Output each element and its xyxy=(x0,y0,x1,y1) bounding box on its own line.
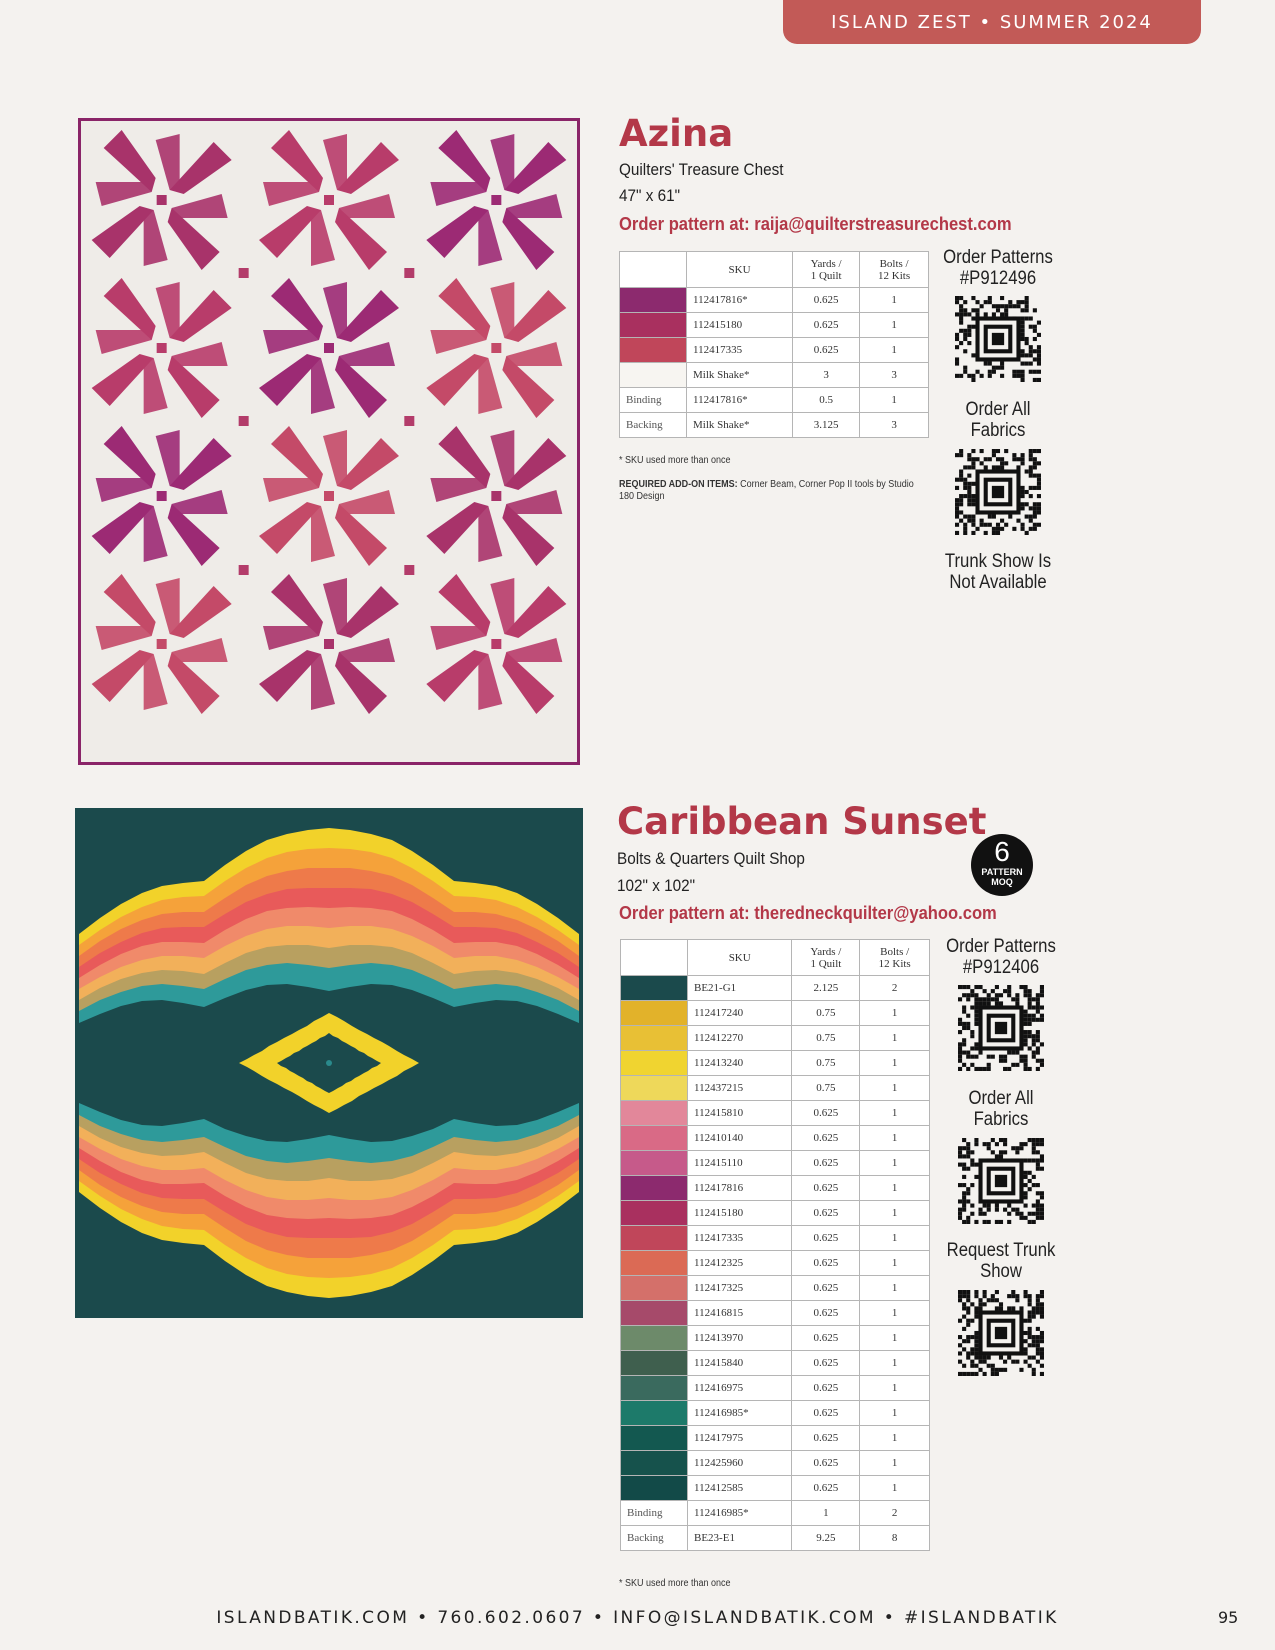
fabric-swatch xyxy=(621,1176,688,1201)
cs-request-trunk-label: Request Trunk Show xyxy=(946,1240,1056,1282)
azina-footnote: * SKU used more than once xyxy=(619,455,731,466)
fabric-row xyxy=(621,1276,930,1301)
fabric-swatch xyxy=(621,1251,688,1276)
yards-cell: 0.75 xyxy=(792,1076,860,1101)
fabric-row xyxy=(621,1326,930,1351)
fabric-swatch xyxy=(621,1476,688,1501)
fabric-row xyxy=(621,1376,930,1401)
bolts-cell: 1 xyxy=(860,1351,930,1376)
caribbean-sunset-order-link[interactable]: Order pattern at: theredneckquilter@yahoo.com xyxy=(619,903,997,923)
sku-cell: 112416975 xyxy=(688,1376,792,1401)
fabric-swatch xyxy=(621,1076,688,1101)
cs-order-patterns-qr-icon[interactable] xyxy=(958,985,1044,1071)
caribbean-sunset-title: Caribbean Sunset xyxy=(617,800,987,843)
moq-label: PATTERN MOQ xyxy=(981,867,1023,887)
fabric-row xyxy=(620,288,929,313)
yards-cell: 0.625 xyxy=(792,1451,860,1476)
yards-cell: 9.25 xyxy=(792,1526,860,1551)
bolts-cell: 1 xyxy=(860,388,929,413)
bolts-cell: 1 xyxy=(860,1451,930,1476)
bolts-cell: 1 xyxy=(860,1426,930,1451)
issue-label: ISLAND ZEST • SUMMER 2024 xyxy=(831,11,1153,33)
yards-cell: 0.625 xyxy=(792,1476,860,1501)
fabric-row xyxy=(621,1226,930,1251)
bolts-cell: 1 xyxy=(860,1101,930,1126)
cs-order-patterns-label: Order Patterns #P912406 xyxy=(946,936,1056,978)
fabric-row xyxy=(621,1176,930,1201)
bolts-cell: 1 xyxy=(860,1001,930,1026)
fabric-swatch xyxy=(621,1301,688,1326)
fabric-swatch xyxy=(621,1401,688,1426)
caribbean-sunset-quilt-graphic xyxy=(75,808,583,1318)
bolts-cell: 1 xyxy=(860,1026,930,1051)
caribbean-sunset-size: 102" x 102" xyxy=(617,876,696,895)
fabric-swatch xyxy=(620,363,687,388)
fabric-row xyxy=(621,1351,930,1376)
sku-cell: 112416815 xyxy=(688,1301,792,1326)
azina-size: 47" x 61" xyxy=(619,186,681,205)
yards-cell: 0.625 xyxy=(792,1251,860,1276)
bolts-column-header: Bolts / 12 Kits xyxy=(860,252,929,288)
fabric-row xyxy=(621,1426,930,1451)
fabric-swatch xyxy=(621,1001,688,1026)
addon-label: REQUIRED ADD-ON ITEMS: xyxy=(619,479,738,490)
azina-trunk-show-label: Trunk Show Is Not Available xyxy=(944,551,1052,593)
fabric-swatch xyxy=(621,1376,688,1401)
yards-cell: 0.625 xyxy=(793,288,860,313)
fabric-swatch xyxy=(621,1026,688,1051)
sku-cell: 112410140 xyxy=(688,1126,792,1151)
fabric-row xyxy=(621,1251,930,1276)
bolts-cell: 1 xyxy=(860,1401,930,1426)
row-label: Backing xyxy=(620,413,687,438)
fabric-swatch xyxy=(620,338,687,363)
bolts-cell: 1 xyxy=(860,338,929,363)
yards-cell: 2.125 xyxy=(792,976,860,1001)
cs-order-fabrics-qr-icon[interactable] xyxy=(958,1138,1044,1224)
sku-cell: BE23-E1 xyxy=(688,1526,792,1551)
yards-cell: 0.625 xyxy=(792,1226,860,1251)
fabric-swatch xyxy=(621,1276,688,1301)
fabric-swatch xyxy=(620,313,687,338)
yards-column-header: Yards / 1 Quilt xyxy=(792,940,860,976)
yards-cell: 1 xyxy=(792,1501,860,1526)
fabric-row xyxy=(621,976,930,1001)
fabric-row xyxy=(621,1201,930,1226)
fabric-swatch xyxy=(621,1326,688,1351)
fabric-row xyxy=(621,1026,930,1051)
azina-designer: Quilters' Treasure Chest xyxy=(619,160,784,179)
yards-cell: 0.625 xyxy=(792,1351,860,1376)
bolts-cell: 3 xyxy=(860,363,929,388)
yards-cell: 0.75 xyxy=(792,1026,860,1051)
bolts-cell: 1 xyxy=(860,1301,930,1326)
azina-fabric-rows xyxy=(620,288,929,438)
fabric-row xyxy=(621,1501,930,1526)
sku-cell: 112412325 xyxy=(688,1251,792,1276)
yards-cell: 0.625 xyxy=(792,1426,860,1451)
sku-cell: 112417816* xyxy=(687,388,793,413)
addon-text: Corner Beam, Corner Pop II tools by Studio 180 Design xyxy=(619,479,914,502)
fabric-row xyxy=(621,1301,930,1326)
fabric-row xyxy=(621,1526,930,1551)
moq-number: 6 xyxy=(994,836,1010,867)
sku-cell: 112413240 xyxy=(688,1051,792,1076)
page-number: 95 xyxy=(1218,1608,1239,1627)
fabric-swatch xyxy=(621,1351,688,1376)
sku-cell: 112413970 xyxy=(688,1326,792,1351)
sku-cell: Milk Shake* xyxy=(687,363,793,388)
cs-request-trunk-qr-icon[interactable] xyxy=(958,1290,1044,1376)
azina-order-link[interactable]: Order pattern at: raija@quilterstreasurechest.com xyxy=(619,214,1012,234)
bolts-cell: 8 xyxy=(860,1526,930,1551)
fabric-row xyxy=(621,1126,930,1151)
pattern-moq-badge xyxy=(971,834,1033,896)
bolts-cell: 1 xyxy=(860,1076,930,1101)
sku-cell: 112425960 xyxy=(688,1451,792,1476)
bolts-cell: 1 xyxy=(860,1176,930,1201)
sku-column-header: SKU xyxy=(687,252,793,288)
fabric-row xyxy=(621,1076,930,1101)
sku-cell: 112417816 xyxy=(688,1176,792,1201)
bolts-cell: 3 xyxy=(860,413,929,438)
sku-cell: 112417816* xyxy=(687,288,793,313)
bolts-cell: 1 xyxy=(860,1276,930,1301)
swatch-column-header xyxy=(621,940,688,976)
sku-cell: 112417335 xyxy=(687,338,793,363)
azina-order-patterns-qr-icon[interactable] xyxy=(955,296,1041,382)
caribbean-sunset-footnote: * SKU used more than once xyxy=(619,1578,731,1589)
sku-cell: 112415810 xyxy=(688,1101,792,1126)
azina-quilt-graphic xyxy=(78,118,580,765)
azina-title: Azina xyxy=(619,112,734,155)
yards-cell: 0.625 xyxy=(793,338,860,363)
bolts-cell: 1 xyxy=(860,1126,930,1151)
yards-cell: 0.625 xyxy=(792,1326,860,1351)
bolts-cell: 1 xyxy=(860,1151,930,1176)
yards-cell: 0.625 xyxy=(792,1301,860,1326)
fabric-row xyxy=(621,1401,930,1426)
fabric-row xyxy=(621,1476,930,1501)
yards-cell: 3 xyxy=(793,363,860,388)
bolts-cell: 1 xyxy=(860,313,929,338)
fabric-swatch xyxy=(621,976,688,1001)
fabric-swatch xyxy=(621,1126,688,1151)
fabric-row xyxy=(620,363,929,388)
sku-cell: 112417240 xyxy=(688,1001,792,1026)
row-label: Binding xyxy=(620,388,687,413)
fabric-row xyxy=(621,1451,930,1476)
yards-cell: 0.625 xyxy=(792,1201,860,1226)
fabric-swatch xyxy=(621,1226,688,1251)
yards-cell: 0.625 xyxy=(792,1176,860,1201)
caribbean-sunset-designer: Bolts & Quarters Quilt Shop xyxy=(617,849,805,868)
yards-cell: 0.625 xyxy=(792,1126,860,1151)
yards-cell: 0.625 xyxy=(792,1101,860,1126)
sku-cell: BE21-G1 xyxy=(688,976,792,1001)
azina-addon-note xyxy=(619,479,916,503)
sku-cell: 112416985* xyxy=(688,1501,792,1526)
swatch-column-header xyxy=(620,252,687,288)
fabric-swatch xyxy=(621,1426,688,1451)
sku-cell: 112415840 xyxy=(688,1351,792,1376)
fabric-swatch xyxy=(621,1101,688,1126)
sku-cell: 112415110 xyxy=(688,1151,792,1176)
fabric-swatch xyxy=(621,1051,688,1076)
bolts-cell: 2 xyxy=(860,1501,930,1526)
sku-cell: 112437215 xyxy=(688,1076,792,1101)
sku-cell: 112417335 xyxy=(688,1226,792,1251)
yards-cell: 0.625 xyxy=(792,1376,860,1401)
azina-fabric-table xyxy=(619,251,929,438)
bolts-cell: 1 xyxy=(860,288,929,313)
bolts-cell: 1 xyxy=(860,1326,930,1351)
yards-cell: 0.75 xyxy=(792,1051,860,1076)
sku-cell: 112415180 xyxy=(687,313,793,338)
sku-cell: Milk Shake* xyxy=(687,413,793,438)
yards-cell: 0.625 xyxy=(793,313,860,338)
fabric-swatch xyxy=(620,288,687,313)
bolts-column-header: Bolts / 12 Kits xyxy=(860,940,930,976)
fabric-row xyxy=(621,1101,930,1126)
bolts-cell: 1 xyxy=(860,1251,930,1276)
yards-cell: 0.75 xyxy=(792,1001,860,1026)
row-label: Binding xyxy=(621,1501,688,1526)
azina-quilt-image xyxy=(78,118,580,765)
sku-cell: 112415180 xyxy=(688,1201,792,1226)
issue-header-tab xyxy=(783,0,1201,44)
caribbean-sunset-fabric-table xyxy=(620,939,930,1551)
row-label: Backing xyxy=(621,1526,688,1551)
cs-order-fabrics-label: Order All Fabrics xyxy=(968,1088,1034,1130)
fabric-swatch xyxy=(621,1201,688,1226)
sku-cell: 112412270 xyxy=(688,1026,792,1051)
yards-cell: 0.5 xyxy=(793,388,860,413)
fabric-row xyxy=(621,1151,930,1176)
fabric-row xyxy=(620,313,929,338)
caribbean-sunset-fabric-rows xyxy=(621,976,930,1551)
bolts-cell: 1 xyxy=(860,1051,930,1076)
bolts-cell: 1 xyxy=(860,1201,930,1226)
yards-cell: 0.625 xyxy=(792,1151,860,1176)
sku-column-header: SKU xyxy=(688,940,792,976)
bolts-cell: 1 xyxy=(860,1476,930,1501)
azina-order-fabrics-label: Order All Fabrics xyxy=(965,399,1031,441)
sku-cell: 112412585 xyxy=(688,1476,792,1501)
bolts-cell: 1 xyxy=(860,1226,930,1251)
bolts-cell: 1 xyxy=(860,1376,930,1401)
yards-cell: 0.625 xyxy=(792,1276,860,1301)
fabric-row xyxy=(620,388,929,413)
azina-order-patterns-label: Order Patterns #P912496 xyxy=(943,247,1053,289)
yards-column-header: Yards / 1 Quilt xyxy=(793,252,860,288)
fabric-swatch xyxy=(621,1451,688,1476)
fabric-swatch xyxy=(621,1151,688,1176)
fabric-row xyxy=(620,338,929,363)
azina-order-fabrics-qr-icon[interactable] xyxy=(955,449,1041,535)
fabric-row xyxy=(621,1051,930,1076)
yards-cell: 0.625 xyxy=(792,1401,860,1426)
sku-cell: 112417975 xyxy=(688,1426,792,1451)
fabric-row xyxy=(620,413,929,438)
yards-cell: 3.125 xyxy=(793,413,860,438)
footer-contact: ISLANDBATIK.COM • 760.602.0607 • INFO@ISLANDBATIK.COM • #ISLANDBATIK xyxy=(216,1608,1059,1628)
caribbean-sunset-quilt-image xyxy=(75,808,583,1318)
fabric-row xyxy=(621,1001,930,1026)
bolts-cell: 2 xyxy=(860,976,930,1001)
sku-cell: 112416985* xyxy=(688,1401,792,1426)
sku-cell: 112417325 xyxy=(688,1276,792,1301)
